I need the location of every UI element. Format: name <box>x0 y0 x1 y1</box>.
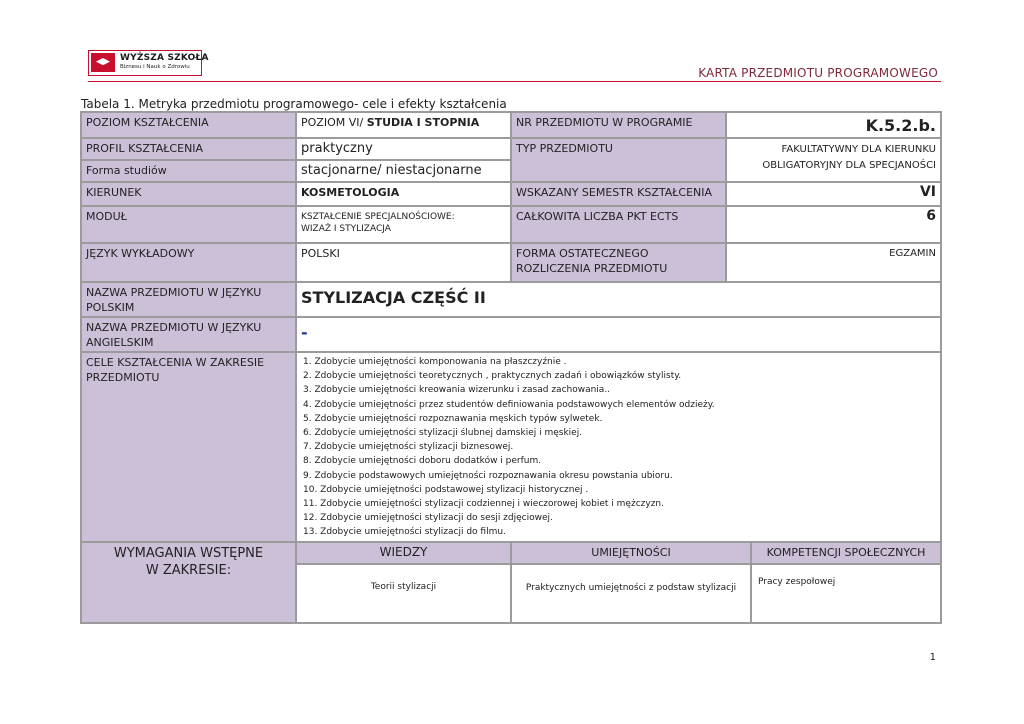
list-item: 9. Zdobycie podstawowych umiejętności rozpoznawania okresu powstania ubioru. <box>303 470 673 481</box>
kierunek-label: KIERUNEK <box>81 182 296 206</box>
wymagania-label-line1: WYMAGANIA WSTĘPNE <box>113 546 264 561</box>
forma-value: stacjonarne/ niestacjonarne <box>296 160 511 182</box>
logo-title: WYŻSZA SZKOŁA <box>120 53 209 63</box>
list-item: 4. Zdobycie umiejętności przez studentów definiowania podstawowych elementów odzieży. <box>303 399 715 410</box>
list-item: 7. Zdobycie umiejętności stylizacji biznesowej. <box>303 442 514 453</box>
wiedzy-value: Teorii stylizacji <box>296 564 511 623</box>
nazwa-pl-label <box>81 282 296 317</box>
poziom-label: POZIOM KSZTAŁCENIA <box>81 112 296 138</box>
list-item: 6. Zdobycie umiejętności stylizacji ślubnej damskiej i męskiej. <box>303 428 583 439</box>
typ-value-line2: OBLIGATORYJNY DLA SPECJANOŚCI <box>762 160 936 171</box>
list-item: 8. Zdobycie umiejętności doboru dodatków i perfum. <box>303 456 542 467</box>
list-item: 13. Zdobycie umiejętności stylizacji do filmu. <box>303 527 506 538</box>
wymagania-label-line2: W ZAKRESIE: <box>145 563 232 578</box>
list-item: 12. Zdobycie umiejętności stylizacji do sesji zdjęciowej. <box>303 513 553 524</box>
jezyk-value: POLSKI <box>296 243 511 282</box>
list-item: 10. Zdobycie umiejętności podstawowej stylizacji historycznej . <box>303 484 589 495</box>
kompetencji-header: KOMPETENCJI SPOŁECZNYCH <box>751 542 941 564</box>
nr-label: NR PRZEDMIOTU W PROGRAMIE <box>511 112 726 138</box>
header-divider <box>88 81 941 82</box>
school-logo <box>88 50 209 76</box>
kierunek-value: KOSMETOLOGIA <box>296 182 511 206</box>
wymagania-label <box>81 542 296 623</box>
rozliczenie-label-line2: ROZLICZENIA PRZEDMIOTU <box>516 262 668 275</box>
document-title: KARTA PRZEDMIOTU PROGRAMOWEGO <box>698 66 938 80</box>
modul-value <box>296 206 511 243</box>
semestr-value: VI <box>726 182 941 206</box>
kompetencji-value: Pracy zespołowej <box>751 564 941 623</box>
modul-value-line1: KSZTAŁCENIE SPECJALNOŚCIOWE: <box>301 212 455 222</box>
jezyk-label: JĘZYK WYKŁADOWY <box>81 243 296 282</box>
wiedzy-header: WIEDZY <box>296 542 511 564</box>
rozliczenie-value: EGZAMIN <box>726 243 941 282</box>
nazwa-pl-value: STYLIZACJA CZĘŚĆ II <box>296 282 941 317</box>
modul-label: MODUŁ <box>81 206 296 243</box>
poziom-value-part1: POZIOM VI/ <box>301 116 364 129</box>
list-item: 5. Zdobycie umiejętności rozpoznawania męskich typów sylwetek. <box>303 413 603 424</box>
rozliczenie-label-line1: FORMA OSTATECZNEGO <box>516 247 649 260</box>
page-number: 1 <box>929 652 936 663</box>
list-item: 11. Zdobycie umiejętności stylizacji codziennej i wieczorowej kobiet i mężczyzn. <box>303 499 664 510</box>
typ-label: TYP PRZEDMIOTU <box>511 138 726 182</box>
nazwa-en-label <box>81 317 296 352</box>
nr-value: K.5.2.b. <box>726 112 941 138</box>
profil-value: praktyczny <box>296 138 511 160</box>
ects-value: 6 <box>726 206 941 243</box>
semestr-label: WSKAZANY SEMESTR KSZTAŁCENIA <box>511 182 726 206</box>
nazwa-pl-label-line2: POLSKIM <box>86 301 135 314</box>
nazwa-en-label-line1: NAZWA PRZEDMIOTU W JĘZYKU <box>86 321 262 334</box>
list-item: 2. Zdobycie umiejętności teoretycznych , praktycznych zadań i obowiązków stylisty. <box>303 371 682 382</box>
nazwa-en-value: - <box>296 317 941 352</box>
nazwa-pl-label-line1: NAZWA PRZEDMIOTU W JĘZYKU <box>86 286 262 299</box>
list-item: 3. Zdobycie umiejętności kreowania wizerunku i zasad zachowania.. <box>303 385 611 396</box>
ects-label: CAŁKOWITA LICZBA PKT ECTS <box>511 206 726 243</box>
modul-value-line2: WIZAŻ I STYLIZACJA <box>301 224 391 234</box>
list-item: 1. Zdobycie umiejętności komponowania na płaszczyźnie . <box>303 357 567 367</box>
forma-label: Forma studiów <box>81 160 296 182</box>
umiejetnosci-header: UMIEJĘTNOŚCI <box>511 542 751 564</box>
typ-value-line1: FAKULTATYWNY DLA KIERUNKU <box>781 144 936 155</box>
graduation-cap-icon <box>91 53 115 72</box>
cele-list <box>296 352 941 542</box>
nazwa-en-label-line2: ANGIELSKIM <box>86 336 154 349</box>
cele-label-line2: PRZEDMIOTU <box>86 371 160 384</box>
course-metadata-table <box>80 111 942 624</box>
poziom-value <box>296 112 511 138</box>
profil-label: PROFIL KSZTAŁCENIA <box>81 138 296 160</box>
table-caption: Tabela 1. Metryka przedmiotu programowego- cele i efekty kształcenia <box>81 97 507 111</box>
cele-label-line1: CELE KSZTAŁCENIA W ZAKRESIE <box>86 356 265 369</box>
umiejetnosci-value: Praktycznych umiejętności z podstaw stylizacji <box>511 564 751 623</box>
typ-value <box>726 138 941 182</box>
rozliczenie-label <box>511 243 726 282</box>
cele-label <box>81 352 296 542</box>
logo-subtitle: Biznesu i Nauk o Zdrowiu <box>120 64 190 70</box>
poziom-value-part2: STUDIA I STOPNIA <box>366 116 480 129</box>
